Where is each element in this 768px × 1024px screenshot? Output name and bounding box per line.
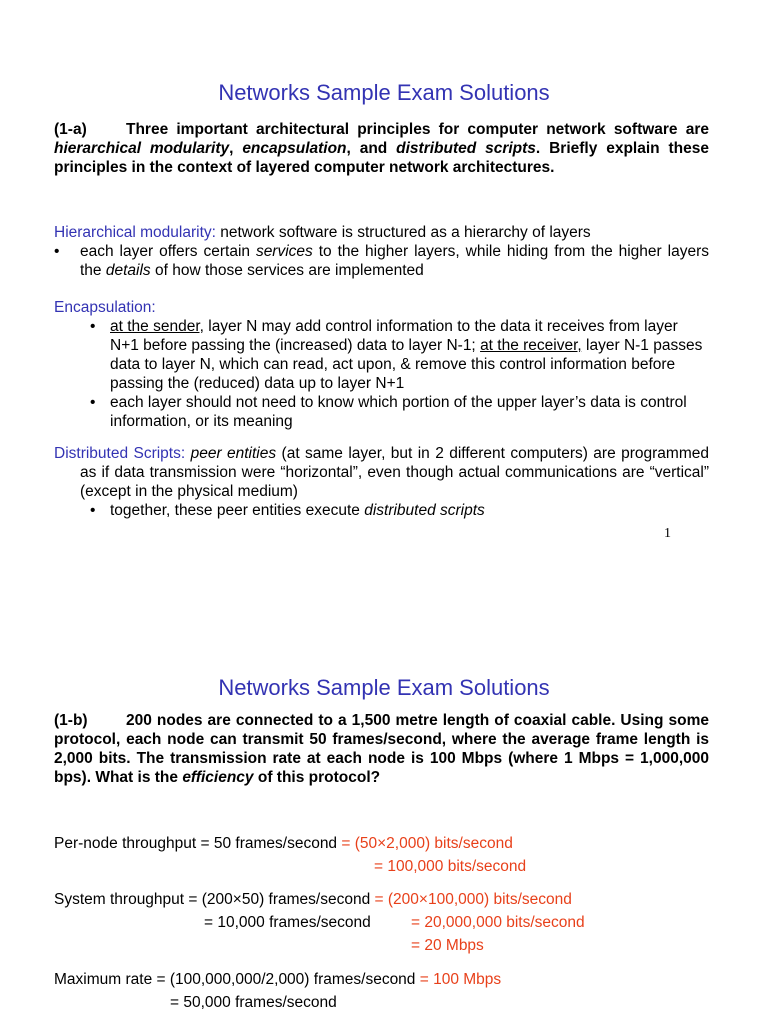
section-label: Distributed Scripts:: [54, 445, 186, 462]
list-item: • at the sender, layer N may add control information to the data it receives from layer N+1 before passing the (increased) data to layer N-1; at the receiver, layer N-1 passes data to layer N, which can read, act upon, & remove this control information before passing the (reduced) data up to layer N+1: [90, 318, 703, 392]
section-label: Hierarchical modularity:: [54, 224, 216, 241]
page-number: 1: [664, 526, 671, 541]
question-1b: (1-b) 200 nodes are connected to a 1,500 metre length of coaxial cable. Using some protocol, each node can transmit 50 frames/second, where the average frame length is 2,000 bits. The transmission rate at each node is 100 Mbps (where 1 Mbps = 1,000,000 bps). What is the efficiency of this protocol?: [54, 712, 709, 786]
question-1a: (1-a) Three important architectural principles for computer network software are hierarchical modularity, encapsulation, and distributed scripts. Briefly explain these principles in the context of layered computer network architectures.: [54, 121, 709, 176]
calc-line-4: = 10,000 frames/second: [204, 914, 371, 931]
calc-line-3: System throughput = (200×50) frames/second = (200×100,000) bits/second: [54, 891, 572, 908]
calc-line-7: = 50,000 frames/second: [170, 994, 337, 1011]
calc-line-2: = 100,000 bits/second: [374, 858, 527, 875]
slide-title: Networks Sample Exam Solutions: [218, 80, 550, 105]
section-label: Encapsulation:: [54, 299, 156, 316]
slide-2: [0, 590, 768, 1024]
calc-line-6: Maximum rate = (100,000,000/2,000) frames/second = 100 Mbps: [54, 971, 502, 988]
question-tag: (1-b): [54, 712, 88, 729]
hierarchical-modularity-section: Hierarchical modularity: network software is structured as a hierarchy of layers • each layer offers certain services to the higher layers, while hiding from the higher layers the details of how those services are implemented: [54, 224, 709, 279]
calc-line-5: = 20 Mbps: [411, 937, 484, 954]
list-item: • each layer offers certain services to the higher layers, while hiding from the higher layers the details of how those services are implemented: [54, 243, 709, 279]
slide-title: Networks Sample Exam Solutions: [218, 675, 550, 700]
encapsulation-section: [54, 298, 709, 431]
calc-line-1: Per-node throughput = 50 frames/second = (50×2,000) bits/second: [54, 835, 513, 852]
list-item: • each layer should not need to know which portion of the upper layer’s data is control information, or its meaning: [90, 394, 687, 430]
calc-line-4-red: = 20,000,000 bits/second: [411, 914, 585, 931]
list-item: • together, these peer entities execute distributed scripts: [90, 502, 485, 519]
question-tag: (1-a): [54, 121, 87, 138]
distributed-scripts-section: Distributed Scripts: peer entities (at same layer, but in 2 different computers) are programmed as if data transmission were “horizontal”, even though actual communications are “vertical” (except in the physical medium) • together, these peer entities execute distributed scripts: [54, 445, 709, 519]
